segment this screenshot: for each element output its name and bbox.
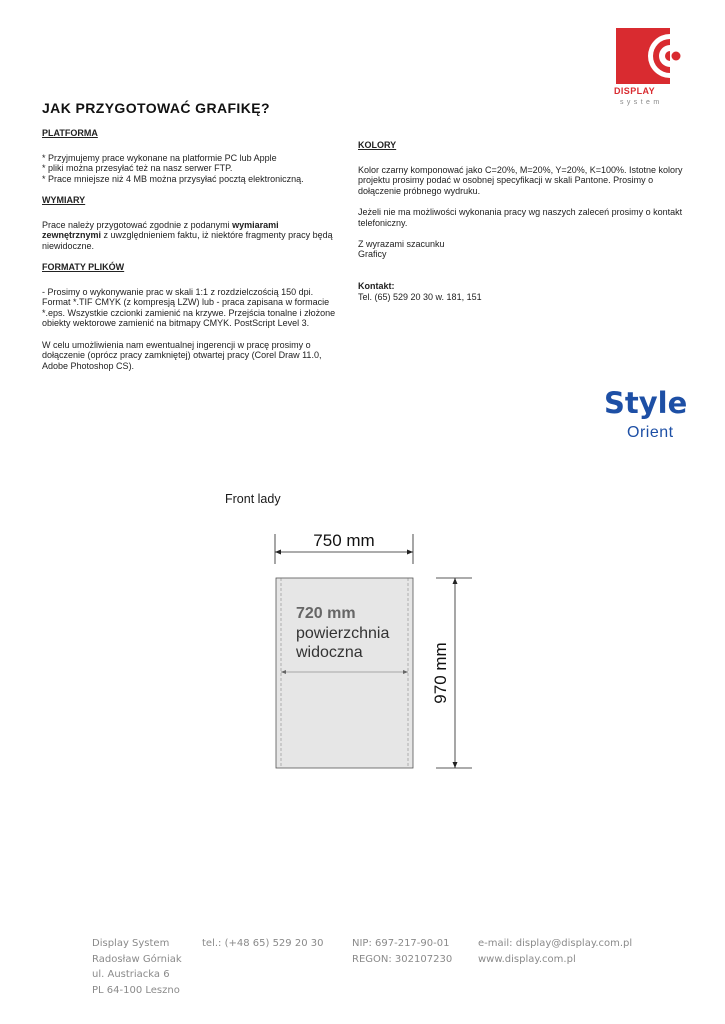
right-column: [358, 140, 683, 302]
figure-caption: Front lady: [225, 492, 281, 506]
closing-regards: Z wyrazami szacunku: [358, 238, 445, 249]
formaty-paragraph-2: W celu umożliwienia nam ewentualnej ingerencji w pracę prosimy o dołączenie (oprócz pracy zamkniętej) otwartej pracy (Corel Draw 11.0, Adobe Photoshop CS).: [42, 339, 322, 371]
footer-nip: NIP: 697-217-90-01: [352, 938, 450, 949]
wymiary-text-start: Prace należy przygotować zgodnie z podanymi: [42, 219, 233, 230]
logo-wordmark: DISPLAY: [614, 86, 655, 96]
platforma-line-3: * Prace mniejsze niż 4 MB można przysyłać pocztą elektroniczną.: [42, 173, 304, 184]
visible-width-label: 720 mm: [296, 605, 356, 622]
footer-regon: REGON: 302107230: [352, 953, 453, 965]
contact-label: Kontakt:: [358, 281, 395, 292]
wymiary-text-end: z uwzględnieniem faktu, iż niektóre fragmenty pracy będą niewidoczne.: [42, 230, 333, 251]
formaty-paragraph-1: - Prosimy o wykonywanie prac w skali 1:1 z rozdzielczością 150 dpi. Format *.TIF CMYK (z kompresją LZW) lub - praca zapisana w formacie *.eps. Wszystkie czcionki zamienić na krzywe. Przejścia tonalne i złożone obiekty wektorowe zamienić na bitmapy CMYK. PostScript Level 3.: [42, 286, 336, 329]
section-heading-kolory: KOLORY: [358, 140, 397, 150]
footer-email: e-mail: display@display.com.pl: [478, 938, 633, 949]
footer-company: [92, 936, 182, 998]
width-arrow-right: [407, 550, 413, 555]
height-label: 970 mm: [431, 642, 450, 704]
wymiary-emphasis: wymiarami zewnętrznymi: [42, 219, 279, 241]
style-brand-word: Style: [604, 386, 688, 420]
platforma-line-1: * Przyjmujemy prace wykonane na platformie PC lub Apple: [42, 152, 277, 163]
logo-subtitle: system: [620, 99, 663, 106]
height-arrow-top: [453, 578, 458, 584]
front-panel-diagram: [260, 520, 480, 780]
left-column: [42, 128, 338, 371]
footer-company-name: Display System: [92, 938, 170, 949]
wymiary-paragraph: [42, 220, 338, 252]
section-heading-platforma: PLATFORMA: [42, 128, 98, 138]
footer-contact: [478, 936, 632, 967]
visible-area-label-line-1: powierzchnia: [296, 625, 390, 642]
width-arrow-left: [275, 550, 281, 555]
footer-phone-number: tel.: (+48 65) 529 20 30: [202, 938, 324, 949]
contact-phone: Tel. (65) 529 20 30 w. 181, 151: [358, 291, 482, 302]
orient-brand-word: Orient: [627, 424, 674, 441]
width-label: 750 mm: [313, 531, 375, 550]
platforma-line-2: * pliki można przesyłać też na nasz serwer FTP.: [42, 163, 233, 174]
kolory-paragraph-1: Kolor czarny komponować jako C=20%, M=20%, Y=20%, K=100%. Istotne kolory projektu prosimy podać w osobnej specyfikacji w skali Pantone. Prosimy o dołączenie próbnego wydruku.: [358, 164, 683, 196]
footer-street: ul. Austriacka 6: [92, 969, 170, 980]
section-heading-formaty: FORMATY PLIKÓW: [42, 261, 125, 272]
kolory-paragraph-2: Jeżeli nie ma możliwości wykonania pracy wg naszych zaleceń prosimy o kontakt telefoniczny.: [358, 206, 683, 228]
footer-tax-ids: [352, 936, 452, 967]
visible-area-label-line-2: widoczna: [296, 644, 363, 661]
section-heading-wymiary: WYMIARY: [42, 194, 86, 205]
display-system-logo: [612, 28, 682, 108]
document-title: JAK PRZYGOTOWAĆ GRAFIKĘ?: [42, 100, 270, 116]
footer-website: www.display.com.pl: [478, 953, 576, 965]
height-arrow-bottom: [453, 762, 458, 768]
footer-owner: Radosław Górniak: [92, 953, 182, 965]
footer-phone: [202, 936, 323, 952]
footer-city: PL 64-100 Leszno: [92, 984, 180, 996]
closing-signature: Graficy: [358, 249, 387, 260]
